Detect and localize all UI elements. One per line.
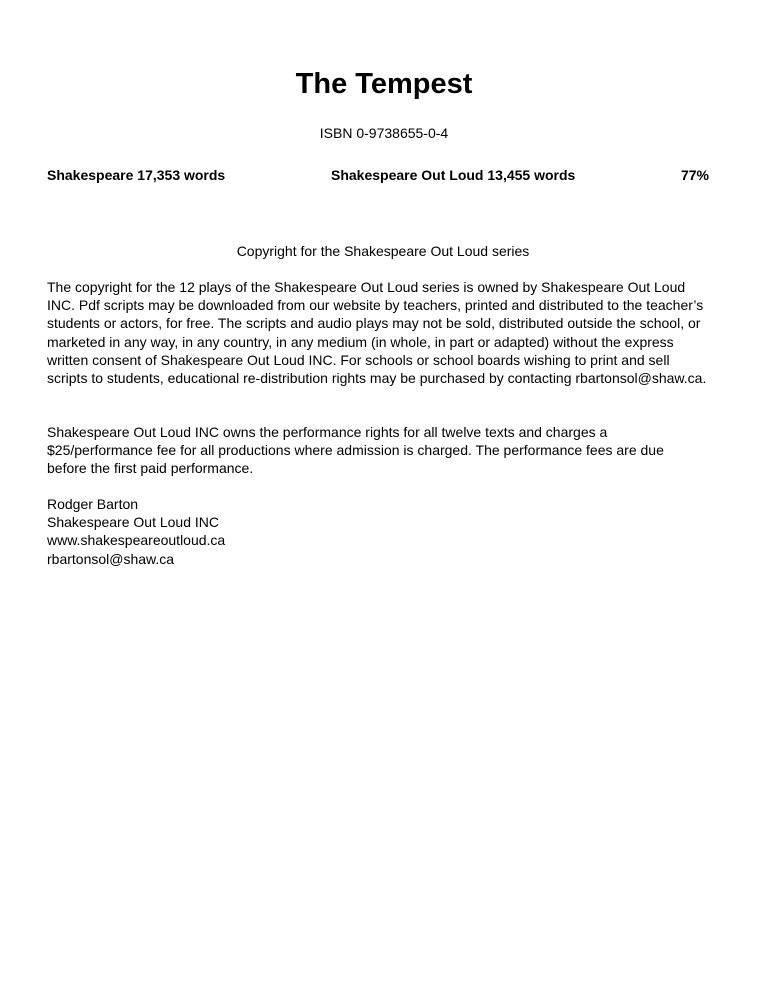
contact-company: Shakespeare Out Loud INC — [47, 514, 219, 531]
shakespeare-out-loud-word-count: Shakespeare Out Loud 13,455 words — [331, 167, 576, 183]
isbn-line: ISBN 0-9738655-0-4 — [319, 125, 449, 141]
contact-block — [47, 495, 447, 568]
copyright-heading: Copyright for the Shakespeare Out Loud series — [236, 243, 530, 259]
contact-website: www.shakespeareoutloud.ca — [47, 532, 226, 549]
contact-name: Rodger Barton — [47, 496, 139, 512]
word-count-percentage: 77% — [680, 167, 709, 183]
word-count-stats — [47, 166, 709, 184]
document-title: The Tempest — [295, 68, 473, 100]
shakespeare-word-count: Shakespeare 17,353 words — [47, 167, 226, 183]
copyright-paragraph: The copyright for the 12 plays of the Shakespeare Out Loud series is owned by Shakespeare Out Loud INC. Pdf scripts may be downloaded from our website by teachers, printed and distributed to the teacher’s students or actors, for free. The scripts and audio plays may not be sold, distributed outside the school, or marketed in any way, in any country, in any medium (in whole, in part or adapted) without the express written consent of Shakespeare Out Loud INC. For schools or school boards wishing to print and sell scripts to students, educational re-distribution rights may be purchased by contacting rbartonsol@shaw.ca. — [47, 279, 707, 387]
contact-email: rbartonsol@shaw.ca — [47, 550, 175, 567]
performance-rights-paragraph: Shakespeare Out Loud INC owns the performance rights for all twelve texts and charges a $25/performance fee for all productions where admission is charged. The performance fees are due before the first paid performance. — [47, 424, 664, 477]
